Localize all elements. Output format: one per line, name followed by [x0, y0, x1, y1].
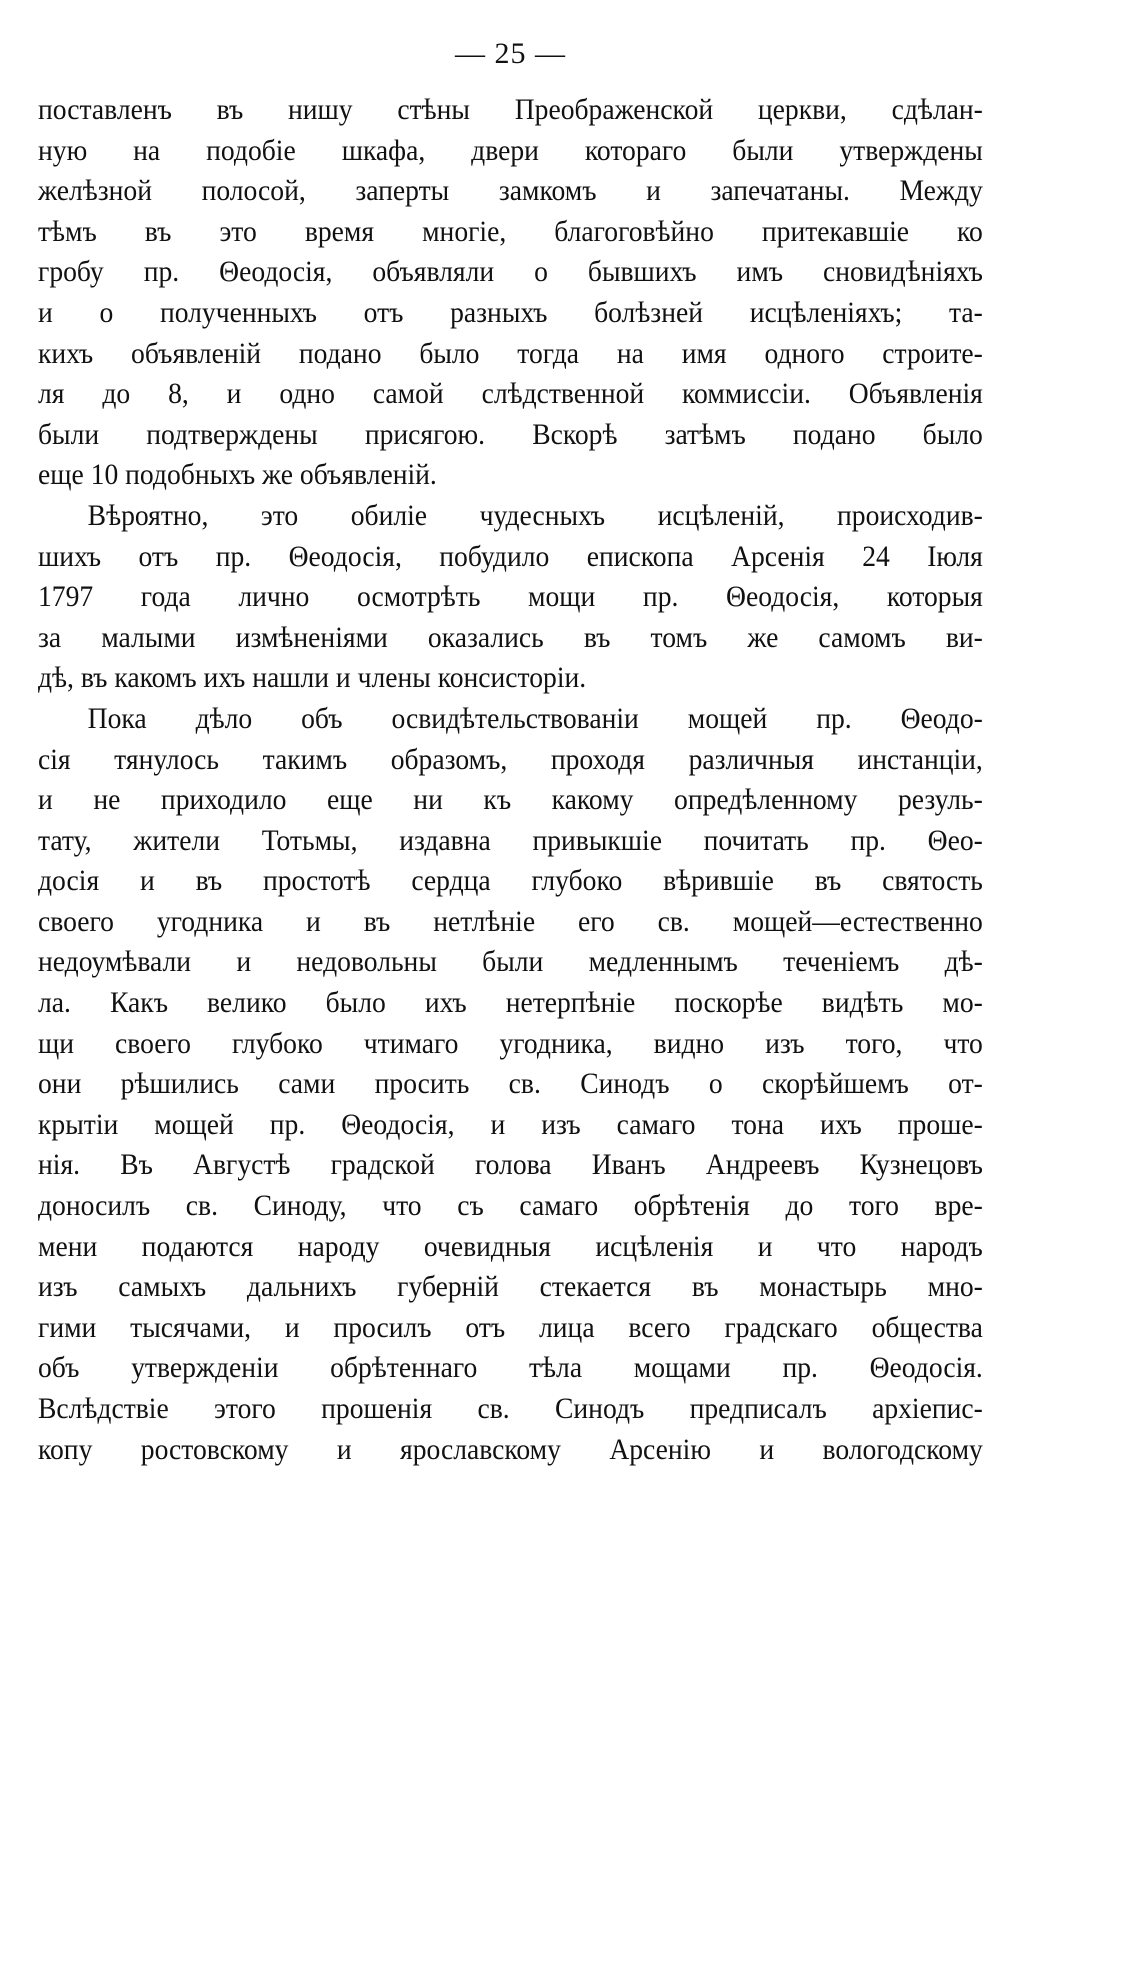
- paragraph-2: [38, 496, 983, 699]
- text-line: Пока дѣло объ освидѣтельствованіи мощей пр. Θеодо-: [87, 701, 983, 735]
- text-line: недоумѣвали и недовольны были медленнымъ теченіемъ дѣ-: [38, 945, 983, 979]
- text-line: они рѣшились сами просить св. Синодъ о скорѣйшемъ от-: [38, 1067, 983, 1101]
- text-line: шихъ отъ пр. Θеодосія, побудило епископа Арсенія 24 Іюля: [38, 539, 983, 573]
- text-line: 1797 года лично осмотрѣть мощи пр. Θеодосія, которыя: [38, 580, 983, 614]
- text-line: доносилъ св. Синоду, что съ самаго обрѣтенія до того вре-: [38, 1189, 983, 1223]
- text-line: ля до 8, и одно самой слѣдственной коммиссіи. Объявленія: [38, 377, 983, 411]
- text-line: своего угодника и въ нетлѣніе его св. мощей—естественно: [38, 904, 983, 938]
- text-line: еще 10 подобныхъ же объявленій.: [38, 458, 437, 492]
- text-line: поставленъ въ нишу стѣны Преображенской церкви, сдѣлан-: [38, 93, 983, 126]
- text-line: тѣмъ въ это время многіе, благоговѣйно притекавшіе ко: [38, 214, 983, 248]
- text-line: досія и въ простотѣ сердца глубоко вѣрившіе въ святость: [38, 864, 983, 898]
- text-line: и не приходило еще ни къ какому опредѣленному резуль-: [38, 783, 983, 817]
- text-line: щи своего глубоко чтимаго угодника, видно изъ того, что: [38, 1026, 983, 1060]
- text-line: Вѣроятно, это обиліе чудесныхъ исцѣленій, происходив-: [87, 498, 983, 532]
- text-line: были подтверждены присягою. Вскорѣ затѣмъ подано было: [38, 417, 983, 451]
- page-number: — 25 —: [455, 37, 566, 70]
- text-line: гробу пр. Θеодосія, объявляли о бывшихъ имъ сновидѣніяхъ: [38, 255, 983, 289]
- text-line: крытіи мощей пр. Θеодосія, и изъ самаго тона ихъ проше-: [38, 1107, 983, 1141]
- text-line: гими тысячами, и просилъ отъ лица всего градскаго общества: [38, 1310, 983, 1344]
- text-line: Вслѣдствіе этого прошенія св. Синодъ предписалъ архіепис-: [38, 1392, 983, 1425]
- text-line: изъ самыхъ дальнихъ губерній стекается въ монастырь мно-: [38, 1270, 983, 1304]
- text-line: за малыми измѣненіями оказались въ томъ же самомъ ви-: [38, 620, 983, 654]
- text-line: и о полученныхъ отъ разныхъ болѣзней исцѣленіяхъ; та-: [38, 295, 983, 329]
- text-line: тату, жители Тотьмы, издавна привыкшіе почитать пр. Θео-: [38, 823, 983, 857]
- book-page: [38, 34, 983, 1470]
- text-line: мени подаются народу очевидныя исцѣленія и что народъ: [38, 1229, 983, 1263]
- paragraph-1: [38, 90, 983, 496]
- text-line: дѣ, въ какомъ ихъ нашли и члены консисторіи.: [38, 661, 587, 695]
- text-line: сія тянулось такимъ образомъ, проходя различныя инстанціи,: [38, 742, 983, 776]
- text-line: копу ростовскому и ярославскому Арсенію и вологодскому: [38, 1432, 983, 1466]
- text-line: нія. Въ Августѣ градской голова Иванъ Андреевъ Кузнецовъ: [38, 1148, 983, 1182]
- text-line: ла. Какъ велико было ихъ нетерпѣніе поскорѣе видѣть мо-: [38, 986, 983, 1020]
- paragraph-3: [38, 699, 983, 1470]
- text-line: кихъ объявленій подано было тогда на имя одного строите-: [38, 336, 983, 370]
- text-line: желѣзной полосой, заперты замкомъ и запечатаны. Между: [38, 174, 983, 208]
- text-line: объ утвержденіи обрѣтеннаго тѣла мощами пр. Θеодосія.: [38, 1351, 983, 1385]
- text-line: ную на подобіе шкафа, двери котораго были утверждены: [38, 133, 983, 167]
